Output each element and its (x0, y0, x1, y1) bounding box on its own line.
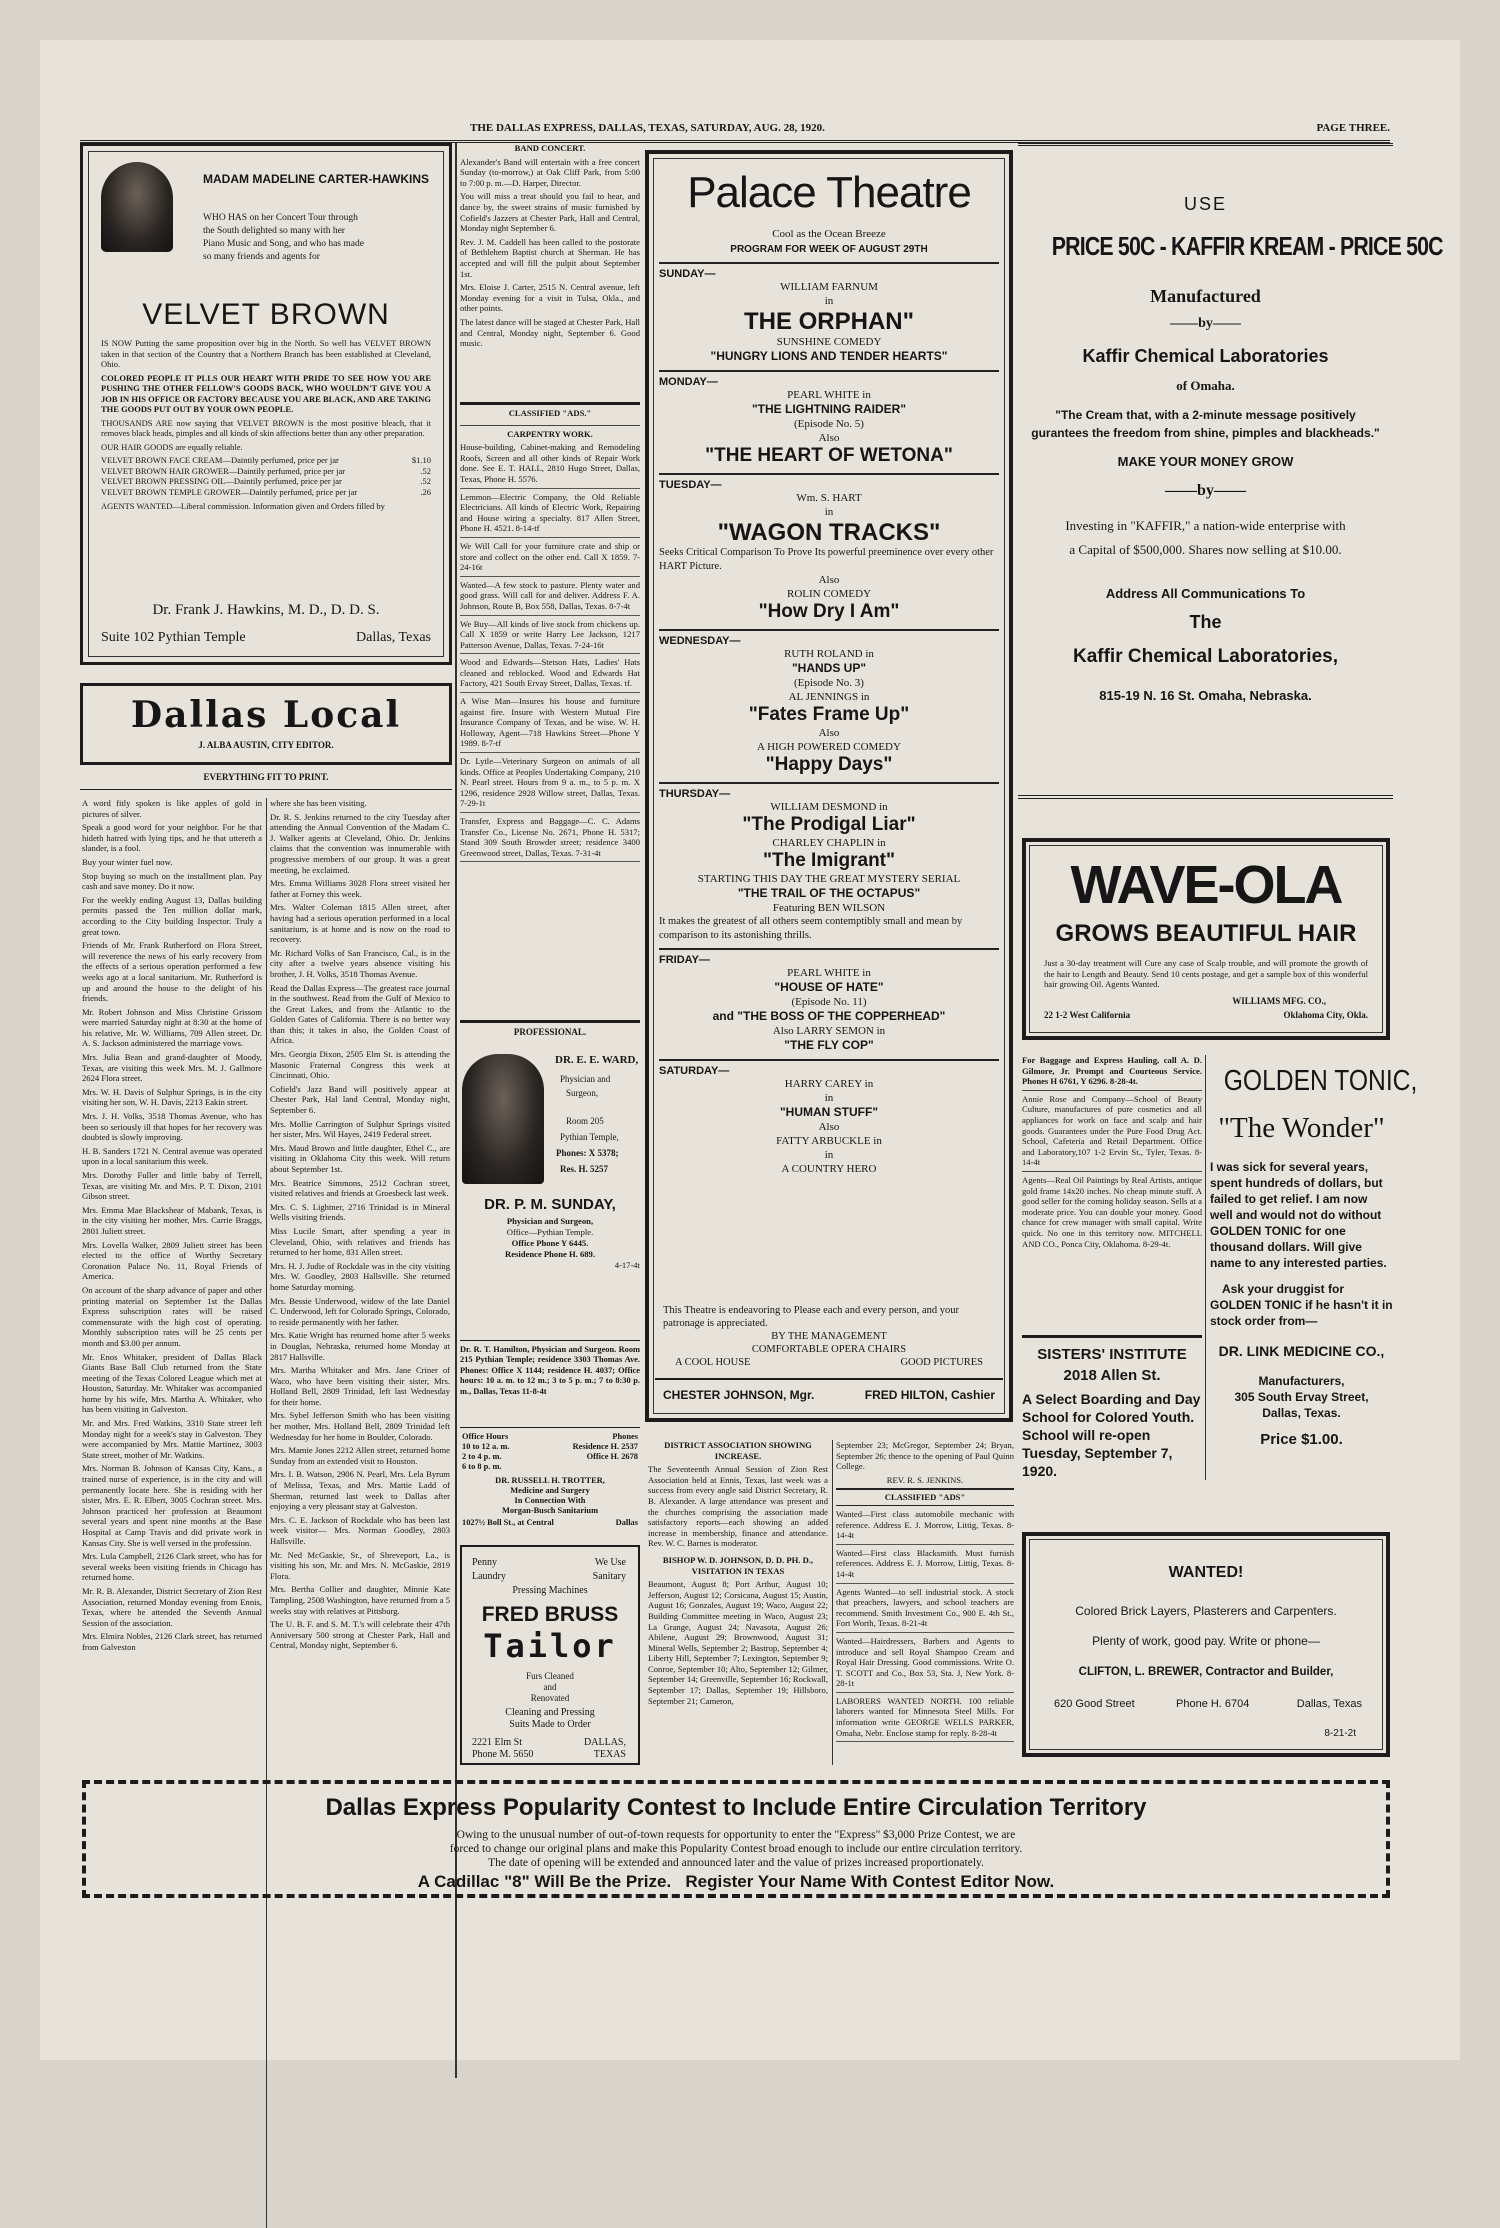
sisters-institute-ad: SISTERS' INSTITUTE 2018 Allen St. A Select Boarding and Day School for Colored Youth. School will re-open Tuesday, September 7, 1920. (1022, 1346, 1201, 1479)
classified-ads-2: September 23; McGregor, September 24; Bryan, September 26; thence to the opening of Paul Quinn College. REV. R. S. JENKINS. CLASSIFIED "ADS" Wanted—First class automobile mechanic with reference. Address E. J. Morrow, Littig, Texas. 8-14-4t Wanted—First class Blacksmith. Must furnish references. Address E. J. Morrow, Littig, Texas. 8-14-4t Agents Wanted—to sell industrial stock. A stock that preachers, lawyers, and school teachers are recommend. Smith Investment Co., 900 E. 4th St., Fort Worth, Texas. 8-21-4t Wanted—Hairdressers, Barbers and Agents to introduce and sell Royal Shampoo Cream and Royal Hair Dressing. Good commissions. Write O. T. SCOTT and Co., Box 53, Sta. J, New York. 8-28-1t LABORERS WANTED NORTH. 100 reliable laborers wanted for Minnesota Steel Mills. For information write GEORGE WELLS PARKER, Omaha, Nebr. Enclose stamp for reply. 8-28-4t (836, 1440, 1014, 1765)
local-news-item: Mrs. I. B. Watson, 2906 N. Pearl, Mrs. Lela Byrum of Melissa, Texas, and Mrs. Mattie Ladd of Sherman, returned last week to Dallas after enjoying a very pleasant stay at Galveston. (270, 1469, 450, 1512)
local-news-item: On account of the sharp advance of paper and other printing material on September 1st the Dallas Express subscription rates will be raised commensurate with the high cost of operating. Monthly subscription rates will be 25 cents per month and $3.00 per annum. (82, 1284, 262, 1348)
palace-theatre-ad: Palace Theatre Cool as the Ocean Breeze PROGRAM FOR WEEK OF AUGUST 29TH SUNDAY— WILLIAM FARNUM in THE ORPHAN" SUNSHINE COMEDY "HUNGRY LIONS AND TENDER HEARTS" MONDAY— PEARL WHITE in "THE LIGHTNING RAIDER" (Episode No. 5) Also "THE HEART OF WETONA" TUESDAY— Wm. S. HART in "WAGON TRACKS" Seeks Critical Comparison To Prove Its powerful preeminence over every other HART Picture. Also ROLIN COMEDY "How Dry I Am" WEDNESDAY— RUTH ROLAND in "HANDS UP" (Episode No. 3) AL JENNINGS in "Fates Frame Up" Also A HIGH POWERED COMEDY "Happy Days" THURSDAY— WILLIAM DESMOND in "The Prodigal Liar" CHARLEY CHAPLIN in "The Imigrant" STARTING THIS DAY THE GREAT MYSTERY SERIAL "THE TRAIL OF THE OCTAPUS" Featuring BEN WILSON It makes the greatest of all others seem contemptibly small and mean by comparison to its astonishing thrills. FRIDAY— PEARL WHITE in "HOUSE OF HATE" (Episode No. 11) and "THE BOSS OF THE COPPERHEAD" Also LARRY SEMON in "THE FLY COP" SATURDAY— HARRY CAREY in in "HUMAN STUFF" Also FATTY ARBUCKLE in in A COUNTRY HERO This Theatre is endeavoring to Please each and every person, and your patronage is appreciated. BY THE MANAGEMENT COMFORTABLE OPERA CHAIRS A COOL HOUSE GOOD PICTURES CHESTER JOHNSON, Mgr. FRED HILTON, Cashier (645, 150, 1013, 1422)
wave-ola-ad: WAVE-OLA GROWS BEAUTIFUL HAIR Just a 30-day treatment will Cure any case of Scalp trouble, and will promote the growth of the hair to Length and Beauty. Send 10 cents postage, and get a sample box of this wonderful hair growing Oil. Agents Wanted. WILLIAMS MFG. CO., 22 1-2 West California Oklahoma City, Okla. (1022, 838, 1390, 1040)
palace-program-line: "WAGON TRACKS" (717, 519, 941, 546)
local-news-item: Mr. R. B. Alexander, District Secretary of Zion Rest Association, returned Monday evening from Ennis, Texas, where he attended the Seventh Annual Session of the association. (82, 1585, 262, 1628)
classified-ad-item: Wanted—First class Blacksmith. Must furnish references. Address E. J. Morrow, Littig, Texas. 8-14-4t (836, 1548, 1014, 1584)
local-news-item: Mr. Robert Johnson and Miss Christine Grissom were married Saturday night at 8:30 at the home of his relative, Mr. W. Williams, 709 Allen street. Dr. A. S. Jackson administered the marriage vows. (82, 1006, 262, 1049)
palace-day-block (659, 1059, 999, 1182)
palace-day-label: WEDNESDAY— (659, 635, 741, 647)
palace-program-line: "The Prodigal Liar" (742, 814, 916, 835)
local-news-item: H. B. Sanders 1721 N. Central avenue was operated upon in a local sanitarium this week. (82, 1145, 262, 1167)
palace-program-line: "HUMAN STUFF" (779, 1105, 879, 1119)
palace-day-block (659, 262, 999, 370)
palace-program-line: (Episode No. 11) (791, 996, 867, 1008)
popularity-contest-banner: Dallas Express Popularity Contest to Include Entire Circulation Territory Owing to the unusual number of out-of-town requests for opportunity to enter the "Express" $3,000 Prize Contest, we are forced to change our original plans and make this Popularity Contest broad enough to include our entire circulation territory. The date of opening will be extended and announced later and the value of prizes increased proportionately. A Cadillac "8" Will Be the Prize. Register Your Name With Contest Editor Now. (82, 1780, 1390, 1898)
palace-program-line: "How Dry I Am" (758, 601, 900, 622)
palace-program-line: "HOUSE OF HATE" (774, 980, 884, 994)
local-news-item: Mrs. Martha Whitaker and Mrs. Jane Criner of Waco, who have been visiting their sister, Mrs. Holland Bell, 2809 Trinidad, left last Wednesday for their home. (270, 1365, 450, 1407)
palace-day-block (659, 473, 999, 629)
velvet-header: MADAM MADELINE CARTER-HAWKINS (203, 172, 429, 186)
palace-program-line: FATTY ARBUCKLE in (776, 1135, 882, 1147)
palace-program-line: A COUNTRY HERO (781, 1163, 877, 1175)
palace-day-label: SUNDAY— (659, 268, 716, 280)
local-news-item: Mrs. Lula Campbell, 2126 Clark street, who has for several weeks been visiting friends in Chicago has returned home. (82, 1551, 262, 1583)
fred-bruss-name: FRED BRUSS (481, 1603, 619, 1626)
palace-day-block (659, 370, 999, 473)
palace-program-line: A HIGH POWERED COMEDY (757, 741, 901, 753)
palace-program-line: SUNSHINE COMEDY (776, 336, 882, 348)
local-news-item: Mrs. C. E. Jackson of Rockdale who has been last week visitor— Mrs. Norman Goodley, 2803 Hallsville. (270, 1514, 450, 1546)
local-news-item: Mrs. Maud Brown and little daughter, Ethel C., are visiting in Oklahoma City this week. Will return about September 1st. (270, 1142, 450, 1174)
palace-program-line: "Fates Frame Up" (748, 704, 910, 725)
local-news-item: where she has been visiting. (270, 798, 367, 808)
professional-title: PROFESSIONAL. (513, 1027, 587, 1037)
palace-program-line: "HUNGRY LIONS AND TENDER HEARTS" (710, 349, 948, 363)
local-news-item: Mrs. Julia Bean and grand-daughter of Moody, Texas, are visiting this week Mrs. M. J. Gallmore 2624 Flora street. (82, 1052, 262, 1084)
classified-ad-item: Wood and Edwards—Stetson Hats, Ladies' Hats cleaned and reblocked. Wood and Edwards Hat Factory, 421 South Ervay Street, Dallas, Texas. tf. (460, 657, 640, 693)
local-news-item: Cofield's Jazz Band will positively appear at Chester Park, Hal land Central, Monday night, September 6. (270, 1083, 450, 1116)
local-news-item: Stop buying so much on the installment plan. Pay cash and save money. Do it now. (82, 870, 262, 892)
classified-ad-item: House-building, Cabinet-making and Remodeling Roofs, Screen and all other kinds of Repair Work done. See E. T. HALL, 2810 Hugo Street, Dallas, Texas, Phone H. 5576. (460, 442, 640, 488)
palace-program-line: and "THE BOSS OF THE COPPERHEAD" (712, 1009, 946, 1023)
local-news-item: A word fitly spoken is like apples of gold in pictures of silver. (82, 798, 262, 819)
tailor-word: Tailor (483, 1627, 617, 1665)
palace-program-line: PEARL WHITE in (787, 389, 871, 401)
local-news-item: Mrs. Bertha Collier and daughter, Minnie Kate Tampling, 2508 Washington, have returned from a 5 weeks stay with relatives at Pittsburg. (270, 1584, 450, 1616)
local-news-item: Mr. Ned McGaskie, Sr., of Shreveport, La., is visiting his son, Mr. and Mrs. N. McGaskie, 2819 Flora. (270, 1549, 450, 1581)
local-news-item: Mr. and Mrs. Fred Watkins, 3310 State street left Monday night for a week's stay in Galveston. They were accompanied by Mrs. Mattie Martinez, 3003 State street, mother of Mr. Watkins. (82, 1418, 262, 1460)
local-news-item: Mrs. Elmira Nobles, 2126 Clark street, has returned from Galveston (82, 1631, 262, 1652)
local-news-item: Mrs. Beatrice Simmons, 2512 Cochran street, visited relatives and friends at Groesbeck last week. (270, 1177, 450, 1199)
local-news-item: For the weekly ending August 13, Dallas building permits passed the Ten million dollar mark, according to the City building Inspector. Truly a great town. (82, 894, 262, 937)
palace-program-line: (Episode No. 3) (794, 677, 864, 689)
palace-day-block (659, 782, 999, 948)
local-news-item: Mr. Richard Volks of San Francisco, Cal., is in the city after a twelve years absence visiting his brother, J. H. Volks, 3518 Thomas Avenue. (270, 947, 450, 979)
velvet-city: Dallas, Texas (356, 630, 431, 645)
local-news-item: Speak a good word for your neighbor. For he that hideth hatred with lying tips, and he that uttereth a slander, is a fool. (82, 822, 262, 854)
classified-ad-item: Agents Wanted—to sell industrial stock. A stock that preachers, lawyers, and school teachers are recommend. Smith Investment Co., 900 E. 4th St., Fort Worth, Texas. 8-21-4t (836, 1587, 1014, 1633)
palace-program-line: CHARLEY CHAPLIN in (772, 837, 886, 849)
local-news-item: Mrs. Norman B. Johnson of Kansas City, Kans., a trained nurse of experience, is in the city and will permanently locate here. She is residing with her sister, Mrs. E. R. Elbert, 3005 Cochran street. Mrs. Johnson practiced her profession at Beaumont several years and spent nine months at the Base Hospital at Camp Travis and did private work in Kansas City. She is well versed in the profession. (82, 1463, 262, 1548)
palace-program-line: HARRY CAREY in (784, 1078, 874, 1090)
classified-ad-item: Dr. Lytle—Veterinary Surgeon on animals of all kinds. Office at Peoples Undertaking Company, 210 N. Pearl street. Hours from 9 a. m., to 5 p. m. X 1296, residence 2928 Willow street, Dallas, Texas. 7-29-1t (460, 756, 640, 813)
palace-day-label: TUESDAY— (659, 479, 722, 491)
palace-program-line: Featuring BEN WILSON (772, 902, 886, 914)
local-news-item: Mrs. Sybel Jefferson Smith who has been visiting her mother, Mrs. Holland Bell, 2809 Trinidad left Wednesday for her home in Boulder, Colorado. (270, 1410, 450, 1442)
local-news-item: Dr. R. S. Jenkins returned to the city Tuesday after attending the Annual Convention of the Madam C. J. Walker agents at Cleveland, Ohio. Dr. Jenkins claims that the convention was innumerable with progressive members of our group. It was a great meeting, he exclaimed. (270, 811, 450, 875)
dr-ward-card: DR. E. E. WARD, Physician and Surgeon, Room 205 Pythian Temple, Phones: X 5378; Res. H. 5257 DR. P. M. SUNDAY, (460, 1048, 640, 1243)
local-news-item: Friends of Mr. Frank Rutherford on Flora Street, will reverence the news of his early recovery from the effects of a serious operation performed a few weeks ago at a local sanitarium. Mr. Rutherford is up and around the house to the delight of his friends. (82, 940, 262, 1004)
palace-program-line: (Episode No. 5) (794, 418, 864, 430)
classified-ad-item: LABORERS WANTED NORTH. 100 reliable laborers wanted for Minnesota Steel Mills. For information write GEORGE WELLS PARKER, Omaha, Nebr. Enclose stamp for reply. 8-28-4t (836, 1696, 1014, 1742)
palace-closing: This Theatre is endeavoring to Please each and every person, and your patronage is appreciated. BY THE MANAGEMENT COMFORTABLE OPERA CHAIRS A COOL HOUSE GOOD PICTURES (663, 1305, 983, 1368)
city-editor: J. ALBA AUSTIN, CITY EDITOR. (198, 740, 334, 750)
velvet-doctor: Dr. Frank J. Hawkins, M. D., D. D. S. (152, 602, 380, 618)
dr-sunday-card: Physician and Surgeon, Office—Pythian Temple. Office Phone Y 6445. Residence Phone H. 689. 4-17-4t (505, 1216, 640, 1270)
palace-program-line: "THE TRAIL OF THE OCTAPUS" (737, 886, 921, 900)
palace-program-line: AL JENNINGS in (788, 691, 870, 703)
local-motto: EVERYTHING FIT TO PRINT. (203, 772, 329, 782)
dr-trotter-card: Office Hours 10 to 12 a. m. 2 to 4 p. m. 6 to 8 p. m. Phones Residence H. 2537 Office H. 2678 DR. RUSSELL H. TROTTER, Medicine and Surgery In Connection With Morgan-Busch Sanitarium 1027½ Boll St., at Central Dallas (462, 1432, 638, 1527)
palace-program-line: THE ORPHAN" (743, 308, 915, 335)
classified-ad-item: We Will Call for your furniture crate and ship or store and collect on the other end. Call X 1859. 7-24-16t (460, 541, 640, 577)
wave-ola-brand: WAVE-OLA (1070, 855, 1342, 915)
masthead (80, 120, 1390, 143)
golden-tonic-ad: GOLDEN TONIC, "The Wonder" I was sick for several years, spent hundreds of dollars, but failed to get relief. I am now well and would not do without GOLDEN TONIC for one thousand dollars. Will give name to any interested parties. Ask your druggist for GOLDEN TONIC if he hasn't it in stock order from— DR. LINK MEDICINE CO., Manufacturers, 305 South Ervay Street, Dallas, Texas. Price $1.00. (1210, 1065, 1418, 1448)
palace-day-block (659, 948, 999, 1059)
palace-program-line: It makes the greatest of all others seem contemptibly small and mean by comparison to its astonishing thrills. (659, 916, 963, 941)
classified-ad-item: A Wise Man—Insures his house and furniture against fire. Insure with Western Mutual Fire Insurance Company of Texas, and be wise. W. H. Holloway, Agent—718 Hawkins Street—Phone Y 1989. 8-7-tf (460, 696, 640, 753)
palace-program-line: "HANDS UP" (791, 661, 867, 675)
velvet-suite: Suite 102 Pythian Temple (101, 630, 246, 645)
palace-program-line: Also (818, 574, 840, 586)
palace-program-line: RUTH ROLAND in (784, 648, 874, 660)
palace-program-line: Seeks Critical Comparison To Prove Its powerful preeminence over every other HART Picture. (659, 547, 994, 572)
contest-title: Dallas Express Popularity Contest to Include Entire Circulation Territory (325, 1794, 1147, 1821)
palace-title: Palace Theatre (687, 168, 971, 217)
dallas-local-title: Dallas Local (130, 694, 402, 736)
wanted-ad: WANTED! Colored Brick Layers, Plasterers and Carpenters. Plenty of work, good pay. Write or phone— CLIFTON, L. BREWER, Contractor and Builder, 620 Good Street Phone H. 6704 Dallas, Texas 8-21-2t (1022, 1532, 1390, 1757)
velvet-brand: VELVET BROWN (142, 298, 390, 331)
classified-ad-item: Wanted—Hairdressers, Barbers and Agents to introduce and sell Royal Shampoo Cream and Royal Hair Dressing. Good commissions. Write O. T. SCOTT and Co., Box 53, Sta. J, New York. 8-28-1t (836, 1636, 1014, 1693)
palace-program-line: "The Imigrant" (762, 850, 896, 871)
dr-hamilton-card: Dr. R. T. Hamilton, Physician and Surgeon. Room 215 Pythian Temple; residence 3303 Thomas Ave. Phones: Office X 1144; residence H. 4037; Office hours: 10 a. m. to 12 m.; 3 to 5 p. m.; 7 to 8:30 p. m., Dallas, Texas 11-8-4t (460, 1345, 640, 1396)
right-small-ads: For Baggage and Express Hauling, call A. D. Gilmore, Jr. Prompt and Courteous Service. Phones H 6761, Y 6296. 8-28-4t. Annie Rose and Company—School of Beauty Culture, manufactures of pure cosmetics and all appliances for work on face and scalp and hair goods. Guarantees under the Pure Food Drug Act. School, Cafeteria and Retail Department. Office and Laboratory,107 1-2 Ervin St., Tyler, Texas. 8-14-4t Agents—Real Oil Paintings by Real Artists, antique gold frame 14x20 inches. No cheap minute stuff. A good seller for the coming holiday season. Sells at a moderate price. You can double your money. Good chance for crew manager with small capital. Write quick. No one in this territory now. MITCHELL AND CO., Ponca City, Oklahoma. 8-29-4t. (1022, 1055, 1202, 1249)
local-news-item: Mrs. W. H. Davis of Sulphur Springs, is in the city visiting her son, W. H. Davis, 2213 Eakin street. (82, 1086, 262, 1108)
classified-ad-item: Wanted—First class automobile mechanic with reference. Address E. J. Morrow, Littig, Texas. 8-14-4t (836, 1509, 1014, 1545)
palace-day-label: MONDAY— (659, 376, 718, 388)
local-news-item: Mrs. Lovella Walker, 2809 Juliett street has been elected to the office of Worthy Secretary Coronation Palace No. 11, Royal Friends of America. (82, 1239, 262, 1282)
palace-day-block (659, 629, 999, 782)
local-news-item: Mrs. Bessie Underwood, widow of the late Daniel C. Underwood, left for Colorado Springs, Colorado, to reside permanently with her father. (270, 1295, 450, 1327)
palace-program-line: "THE FLY COP" (784, 1038, 874, 1052)
local-news-item: Mrs. Mamie Jones 2212 Allen street, returned home Sunday from an extended visit to Houston. (270, 1445, 450, 1466)
classified-ad-item: Transfer, Express and Baggage—C. C. Adams Transfer Co., License No. 2671, Phone H. 5317; Stand 309 South Browder street; residence 3400 Greenwood street, Dallas, Texas. 7-31-4t (460, 816, 640, 862)
palace-program-line: "THE LIGHTNING RAIDER" (751, 402, 907, 416)
velvet-body: IS NOW Putting the same proposition over big in the North. So well has VELVET BROWN taken in that section of the Country that a Northern Branch has been established at Cleveland, Ohio. COLORED PEOPLE IT PLLS OUR HEART WITH PRIDE TO SEE HOW YOU ARE PUSHING THE OTHER FELLOW'S GOODS BACK, WHO WOULDN'T GIVE YOU A JOB IN HIS OFFICE OR FACTORY BECAUSE YOU ARE BLACK, AND ARE TAKING THE GOODS PUT OUT BY YOUR OWN PEOPLE. THOUSANDS ARE now saying that VELVET BROWN is the most positive bleach, that it removes black heads, pimples and all kinds of skin affections better than any other preparation. OUR HAIR GOODS are equally reliable. VELVET BROWN FACE CREAM—Daintily perfumed, price per jar $1.10 VELVET BROWN HAIR GROWER—Daintily perfumed, price per jar .52 VELVET BROWN PRESSING OIL—Daintily perfumed, price per jar .52 VELVET BROWN TEMPLE GROWER—Daintily perfumed, price per jar .26 AGENTS WANTED—Liberal commission. Information given and Orders filled by (101, 338, 431, 511)
palace-program-line: Also (818, 1121, 840, 1133)
local-news-item: Mrs. Emma Williams 3028 Flora street visited her father at Forney this week. (270, 878, 450, 899)
local-news-item: Mrs. Georgia Dixon, 2505 Elm St. is attending the Masonic Fraternal Congress this week at Cincinnati, Ohio. (270, 1049, 450, 1081)
palace-program-line: ROLIN COMEDY (786, 588, 872, 600)
palace-program-line: WILLIAM DESMOND in (770, 801, 888, 813)
district-association: DISTRICT ASSOCIATION SHOWING INCREASE. The Seventeenth Annual Session of Zion Rest Association held at Ennis, Texas, last week was a success from every angle said District Secretary, R. B. Alexander. A large attendance was present and the churches comprising the association made satisfactory reports—each showing an added increase in membership, finance and attendance. Rev. W. C. Barnes is moderator. BISHOP W. D. JOHNSON, D. D. PH. D., VISITATION IN TEXAS Beaumont, August 8; Port Arthur, August 10; Jefferson, August 12; Corsicana, August 15; Austin, August 16; Gonzales, August 19; Waco, August 22; Building Committee meeting in Waco, August 23; La Grange, August 24; Navasota, August 26; Abilene, August 29; Brownwood, August 31; Mineral Wells, September 2; Bastrop, September 4; Liberty Hill, September 7; Lexington, September 9; Conroe, September 10; Alto, September 12; Gilmer, September 14; Greenville, September 16; Rockwall, September 17; Dallas, September 19; Hillsboro, September 21; Cameron, (648, 1440, 828, 1706)
contest-prize: A Cadillac "8" Will Be the Prize. Register Your Name With Contest Editor Now. (417, 1872, 1055, 1891)
palace-program-line: STARTING THIS DAY THE GREAT MYSTERY SERIAL (697, 873, 961, 885)
local-news-item: Buy your winter fuel now. (82, 856, 173, 867)
fred-bruss-tailor-ad: Penny Laundry We Use Sanitary Pressing Machines FRED BRUSS Tailor Furs Cleaned and Renovated Cleaning and Pressing Suits Made to Order 2221 Elm St Phone M. 5650 DALLAS, TEXAS (460, 1545, 640, 1765)
palace-program-line: Also (818, 727, 840, 739)
palace-program-line: in (824, 506, 834, 518)
palace-program-line: in (824, 295, 834, 307)
local-news-item: Mrs. J. H. Volks, 3518 Thomas Avenue, who has been so seriously ill that hopes for her recovery was doubted is slowly improving. (82, 1111, 262, 1143)
local-news-item: Read the Dallas Express—The greatest race journal in the southwest. Read from the Gulf of Mexico to the Great Lakes, and from the Atlantic to the Golden Gates of California. There is no better way than this; it takes in also, the Golden Coast of Africa. (270, 982, 450, 1046)
page-number: PAGE THREE. (1316, 122, 1390, 134)
palace-program-line: Also (818, 432, 840, 444)
local-news-item: Mrs. H. J. Judie of Rockdale was in the city visiting Mrs. W. Goodley, 2803 Hallsville. She returned home Saturday morning. (270, 1260, 450, 1292)
dallas-local-header (80, 683, 452, 765)
local-news-item: Mrs. Mollie Carrington of Sulphur Springs visited her sister, Mrs. Wil Hayes, 2419 Federal street. (270, 1118, 450, 1140)
palace-program-line: in (824, 1092, 834, 1104)
local-news-item: Mrs. C. S. Lightner, 2716 Trinidad is in Mineral Wells visiting friends. (270, 1201, 450, 1223)
palace-day-label: THURSDAY— (659, 788, 731, 800)
classified-ad-item: Lemmon—Electric Company, the Old Reliable Electricians. All kinds of Electric Work, Repairing and House wiring a specialty. 817 Allen Street, Phone H. 4521. 8-14-tf (460, 492, 640, 538)
palace-program-line: in (824, 1149, 834, 1161)
palace-schedule (659, 262, 999, 1182)
local-news-item: The U. B. F. and S. M. T.'s will celebrate their 47th Anniversary 500 strong at Chester Park, Hall and Central, Monday night, September 6. (270, 1619, 450, 1651)
velvet-brown-ad (80, 143, 452, 665)
local-news-item: Mr. Enos Whitaker, president of Dallas Black Giants Base Ball Club returned from the State meeting of the Texas Colored League which met at Houston, Saturday. Mr. Whitaker was accompanied home by his wife, Mrs. Martha A. Whitaker, who has been visiting in Galveston. (82, 1351, 262, 1415)
band-concert: BAND CONCERT. Alexander's Band will entertain with a free concert Sunday (to-morrow,) at Oak Cliff Park, from 5:00 to 7:00 p. m.—D. Harper, Director. You will miss a treat should you fail to hear, and dance by, the sweet strains of music furnished by Cofield's Jazzers at Chester Park, Hall and Central, Monday night September 6. Rev. J. M. Caddell has been called to the postorate of Bethlehem Baptist church at Sherman. He has accepted and will fill the pulpit about September 1st. Mrs. Eloise J. Carter, 2515 N. Central avenue, left Monday evening for a visit in Tulsa, Okla., and other points. The latest dance will be staged at Chester Park, Hall and Central, Monday night, September 6. Good music. (460, 143, 640, 349)
local-news-item: Miss Lucile Smart, after spending a year in Cleveland, Ohio, with relatives and friends has returned to her home, 831 Allen street. (270, 1225, 450, 1258)
classified-ads: CLASSIFIED "ADS." CARPENTRY WORK. House-building, Cabinet-making and Remodeling Roofs, Screen and all other kinds of Repair Work done. See E. T. HALL, 2810 Hugo Street, Dallas, Texas, Phone H. 5576. Lemmon—Electric Company, the Old Reliable Electricians. All kinds of Electric Work, Repairing and House wiring a specialty. 817 Allen Street, Phone H. 4521. 8-14-tf We Will Call for your furniture crate and ship or store and collect on the other end. Call X 1859. 7-24-16t Wanted—A few stock to pasture. Plenty water and good grass. Will call for and deliver. Address F. A. Johnson, Route B, Box 558, Dallas, Texas. 8-7-4t We Buy—All kinds of live stock from chickens up. Call X 1859 or write Harry Lee Jackson, 1217 Patterson Avenue, Dallas, Texas. 7-24-16t Wood and Edwards—Stetson Hats, Ladies' Hats cleaned and reblocked. Wood and Edwards Hat Factory, 421 South Ervay Street, Dallas, Texas. tf. A Wise Man—Insures his house and furniture against fire. Insure with Western Mutual Fire Insurance Company of Texas, and be wise. W. H. Holloway, Agent—718 Hawkins Street—Phone Y 1989. 8-7-tf Dr. Lytle—Veterinary Surgeon on animals of all kinds. Office at Peoples Undertaking Company, 210 N. Pearl street. Hours from 9 a. m., to 5 p. m. X 1296, residence 2928 Willow street, Dallas, Texas. 7-29-1t Transfer, Express and Baggage—C. C. Adams Transfer Co., License No. 2671, Phone H. 5317; Stand 309 South Browder street; residence 3400 Greenwood street, Dallas, Texas. 7-31-4t (460, 408, 640, 1018)
kaffir-headline: PRICE 50C - KAFFIR KREAM - PRICE 50C (1051, 231, 1443, 261)
palace-program-line: Also LARRY SEMON in (772, 1025, 886, 1037)
classified-ad-item: Wanted—A few stock to pasture. Plenty water and good grass. Will call for and deliver. Address F. A. Johnson, Route B, Box 558, Dallas, Texas. 8-7-4t (460, 580, 640, 616)
palace-day-label: SATURDAY— (659, 1065, 730, 1077)
local-news-item: Mrs. Katie Wright has returned home after 5 weeks in Douglas, Nebraska, returned home Monday at 2817 Hallsville. (270, 1330, 450, 1362)
palace-program-line: PEARL WHITE in (787, 967, 871, 979)
palace-day-label: FRIDAY— (659, 954, 710, 966)
palace-program-line: WILLIAM FARNUM (780, 281, 878, 293)
local-news-item: Mrs. Walter Coleman 1815 Allen street, after having had a serious operation performed in a local sanitarium, is at home and is now on the road to recovery. (270, 902, 450, 945)
velvet-intro: WHO HAS on her Concert Tour through the South delighted so many with her Piano Music and Song, and who has made so many friends and agents for (203, 213, 364, 262)
local-news-item: Mrs. Emma Mae Blackshear of Mabank, Texas, is in the city visiting her mother, Mrs. Carrie Braggs, 2801 Juliett street. (82, 1204, 262, 1236)
palace-program-line: Wm. S. HART (796, 492, 862, 504)
palace-program-line: "Happy Days" (765, 754, 893, 775)
kaffir-kream-ad: USE PRICE 50C - KAFFIR KREAM - PRICE 50C Manufactured ——by—— Kaffir Chemical Laboratories of Omaha. "The Cream that, with a 2-minute message positively gurantees the freedom from shine, pimples and blackheads." MAKE YOUR MONEY GROW ——by—— Investing in "KAFFIR," a nation-wide enterprise with a Capital of $500,000. Shares now selling at $10.00. Address All Communications To The Kaffir Chemical Laboratories, 815-19 N. 16 St. Omaha, Nebraska. (1018, 143, 1393, 783)
local-column-2 (270, 798, 450, 2228)
palace-program-line: "THE HEART OF WETONA" (705, 445, 953, 466)
local-news-item: Mrs. Dorothy Fuller and little baby of Terrell, Texas, are visiting Mr. and Mrs. P. T. Dixon, 2101 Gibson street. (82, 1170, 262, 1202)
classified-ad-item: We Buy—All kinds of live stock from chickens up. Call X 1859 or write Harry Lee Jackson, 1217 Patterson Avenue, Dallas, Texas. 7-24-16t (460, 619, 640, 655)
local-column-1 (82, 798, 262, 2228)
madam-carter-hawkins-portrait (101, 162, 173, 252)
dr-ward-portrait (462, 1054, 544, 1184)
masthead-dateline: THE DALLAS EXPRESS, DALLAS, TEXAS, SATURDAY, AUG. 28, 1920. (470, 122, 825, 134)
